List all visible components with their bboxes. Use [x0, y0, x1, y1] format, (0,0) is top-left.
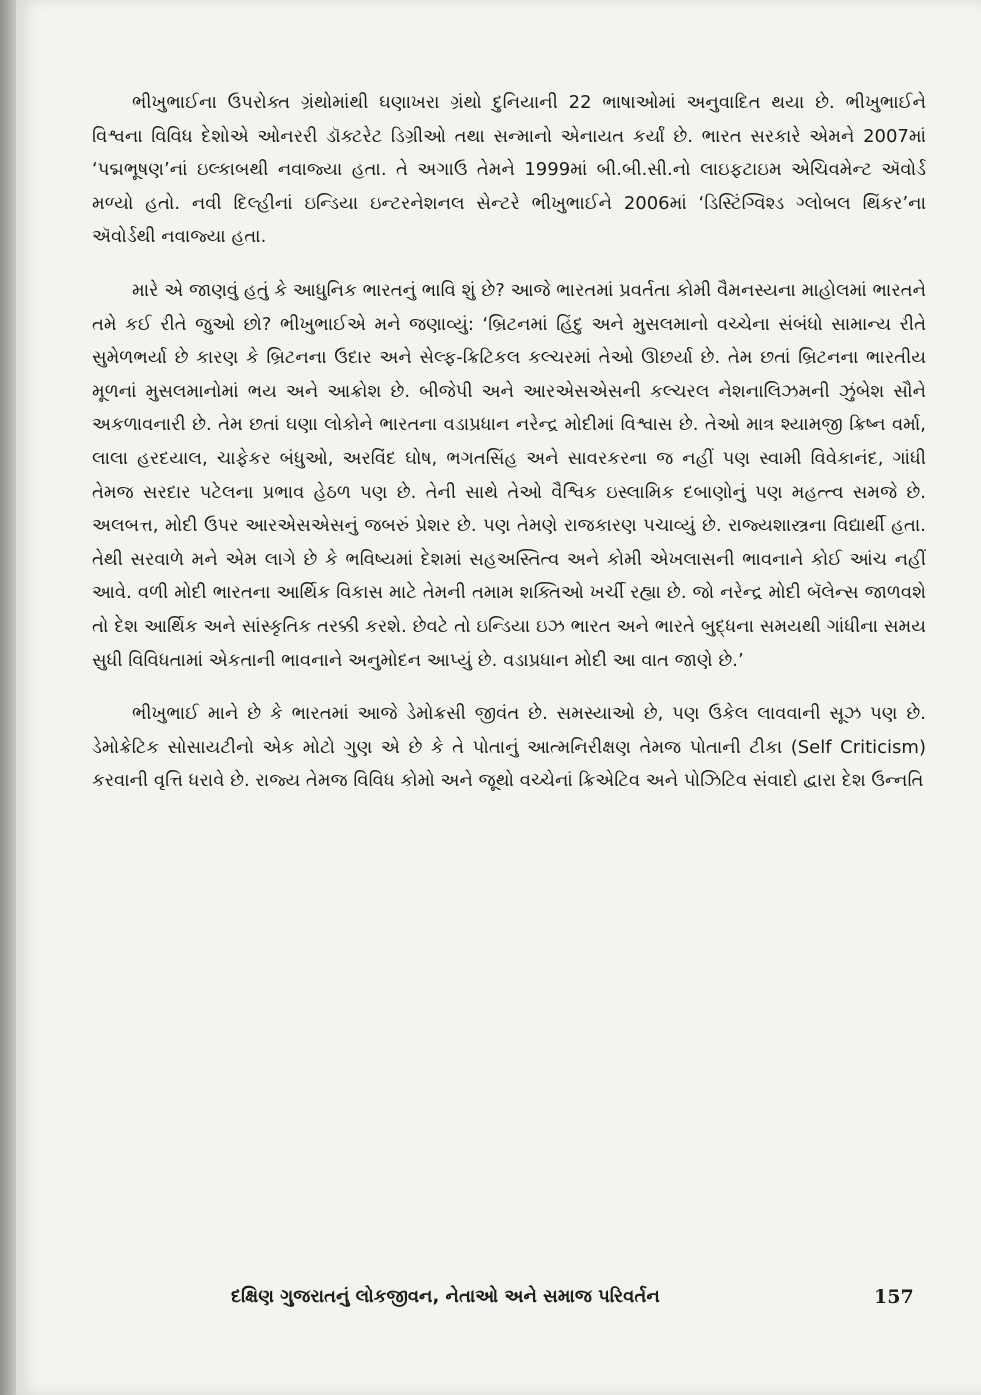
page-footer — [16, 1286, 981, 1320]
page-number: 157 — [874, 1286, 914, 1308]
paragraph-2: મારે એ જાણવું હતું કે આધુનિક ભારતનું ભાવિ શું છે? આજે ભારતમાં પ્રવર્તતા કોમી વૈમનસ્યના માહોલમાં ભારતને તમે કઈ રીતે જુઓ છો? ભીખુભાઈએ મને જણાવ્યું: ‘બ્રિટનમાં હિંદુ અને મુસલમાનો વચ્ચેના સંબંધો સામાન્ય રીતે સુમેળભર્યા છે કારણ કે બ્રિટનના ઉદાર અને સેલ્ફ-ક્રિટિકલ કલ્ચરમાં તેઓ ઊછર્યા છે. તેમ છતાં બ્રિટનના ભારતીય મૂળનાં મુસલમાનોમાં ભય અને આક્રોશ છે. બીજેપી અને આરએસએસની કલ્ચરલ નેશનાલિઝમની ઝુંબેશ સૌને અકળાવનારી છે. તેમ છતાં ઘણા લોકોને ભારતના વડાપ્રધાન નરેન્દ્ર મોદીમાં વિશ્વાસ છે. તેઓ માત્ર શ્યામજી ક્રિષ્ન વર્મા, લાલા હરદયાલ, ચાફેકર બંધુઓ, અરવિંદ ઘોષ, ભગતસિંહ અને સાવરકરના જ નહીં પણ સ્વામી વિવેકાનંદ, ગાંધી તેમજ સરદાર પટેલના પ્રભાવ હેઠળ પણ છે. તેની સાથે તેઓ વૈશ્વિક ઇસ્લામિક દબાણોનું પણ મહત્ત્વ સમજે છે. અલબત્ત, મોદી ઉપર આરએસએસનું જબરું પ્રેશર છે. પણ તેમણે રાજકારણ પચાવ્યું છે. રાજ્યશાસ્ત્રના વિદ્યાર્થી હતા. તેથી સરવાળે મને એમ લાગે છે કે ભવિષ્યમાં દેશમાં સહઅસ્તિત્વ અને કોમી એખલાસની ભાવનાને કોઈ આંચ નહીં આવે. વળી મોદી ભારતના આર્થિક વિકાસ માટે તેમની તમામ શક્તિઓ ખર્ચી રહ્યા છે. જો નરેન્દ્ર મોદી બૅલેન્સ જાળવશે તો દેશ આર્થિક અને સાંસ્કૃતિક તરક્કી કરશે. છેવટે તો ઇન્ડિયા ઇઝ ભારત અને ભારતે બુદ્ધના સમયથી ગાંધીના સમય સુધી વિવિધતામાં એકતાની ભાવનાને અનુમોદન આપ્યું છે. વડાપ્રધાન મોદી આ વાત જાણે છે.’ — [92, 279, 926, 671]
body-text — [92, 86, 926, 798]
paragraph-3: ભીખુભાઈ માને છે કે ભારતમાં આજે ડેમોક્રસી જીવંત છે. સમસ્યાઓ છે, પણ ઉકેલ લાવવાની સૂઝ પણ છે. ડેમોક્રેટિક સોસાયટીનો એક મોટો ગુણ એ છે કે તે પોતાનું આત્મનિરીક્ષણ તેમજ પોતાની ટીકા (Self Criticism) કરવાની વૃત્તિ ધરાવે છે. રાજ્ય તેમજ વિવિધ કોમો અને જૂથો વચ્ચેનાં ક્રિએટિવ અને પોઝિટિવ સંવાદો દ્વારા દેશ ઉન્નતિ — [92, 703, 926, 792]
book-spine-shadow — [0, 0, 16, 1395]
book-page — [16, 0, 981, 1395]
paragraph-1: ભીખુભાઈના ઉપરોક્ત ગ્રંથોમાંથી ઘણાખરા ગ્રંથો દુનિયાની 22 ભાષાઓમાં અનુવાદિત થયા છે. ભીખુભાઈને વિશ્વના વિવિધ દેશોએ ઓનરરી ડૉક્ટરેટ ડિગ્રીઓ તથા સન્માનો એનાયત કર્યાં છે. ભારત સરકારે એમને 2007માં ‘પદ્મભૂષણ’નાં ઇલ્કાબથી નવાજ્યા હતા. તે અગાઉ તેમને 1999માં બી.બી.સી.નો લાઇફટાઇમ એચિવમેન્ટ ઍવોર્ડ મળ્યો હતો. નવી દિલ્હીનાં ઇન્ડિયા ઇન્ટરનેશનલ સેન્ટરે ભીખુભાઈને 2006માં ‘ડિસ્ટિંગ્વિશ્ડ ગ્લોબલ થિંકર’ના ઍવોર્ડથી નવાજ્યા હતા. — [92, 92, 926, 248]
book-title-footer: દક્ષિણ ગુજરાતનું લોકજીવન, નેતાઓ અને સમાજ પરિવર્તન — [231, 1286, 660, 1307]
